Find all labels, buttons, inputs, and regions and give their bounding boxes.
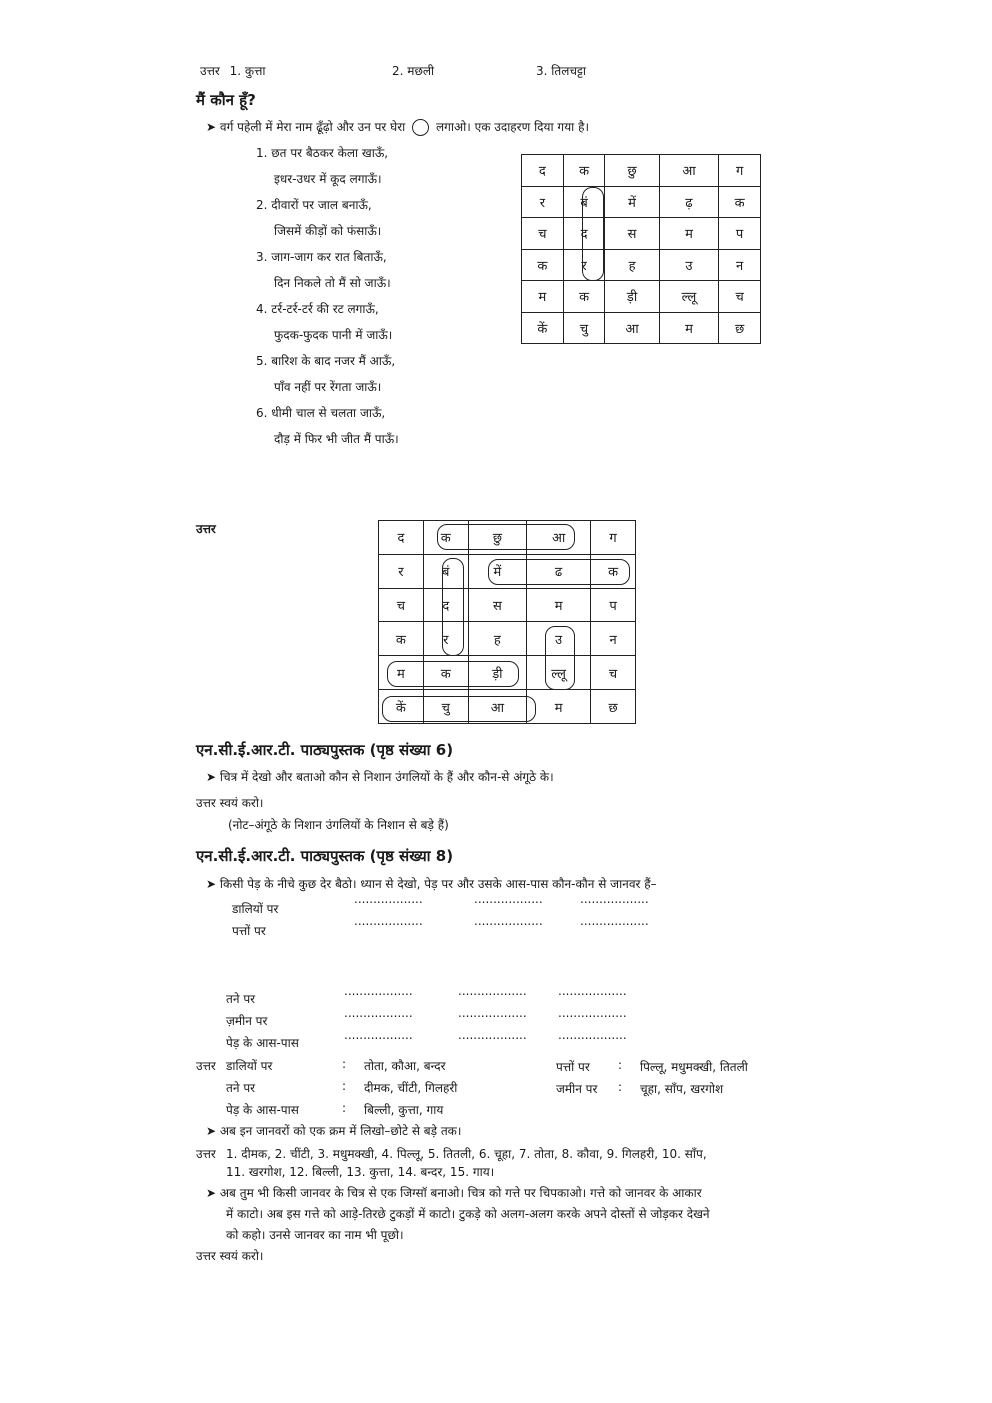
grid-cell: न: [719, 249, 761, 281]
riddle-line: जिसमें कीड़ों को फंसाऊँ।: [274, 224, 382, 238]
grid-cell: प: [719, 218, 761, 250]
grid-cell: च: [591, 656, 636, 690]
answer-3: 3. तिलचट्टा: [536, 64, 586, 78]
grid-cell: च: [719, 281, 761, 313]
grid-cell: ढ: [527, 554, 591, 588]
grid-cell: चु: [423, 690, 468, 724]
grid-cell: आ: [659, 155, 719, 187]
grid-cell: क: [379, 622, 424, 656]
colon: :: [342, 1079, 347, 1093]
colon: :: [618, 1080, 623, 1094]
colon: :: [342, 1101, 347, 1115]
grid-row: [379, 656, 636, 690]
question-page-8: ➤ किसी पेड़ के नीचे कुछ देर बैठो। ध्यान से देखो, पेड़ पर और उसके आस-पास कौन-कौन से जानवर हैं–: [206, 877, 657, 891]
heading-page-8: एन.सी.ई.आर.टी. पाठ्यपुस्तक (पृष्ठ संख्या 8): [196, 847, 454, 865]
riddle-line: 2. दीवारों पर जाल बनाऊँ,: [256, 198, 372, 212]
answer-page-6: उत्तर स्वयं करो।: [196, 796, 264, 810]
grid-cell: ढ़: [659, 186, 719, 218]
answer-zameen-label: जमीन पर: [556, 1082, 598, 1096]
fill-blank[interactable]: ..................: [344, 984, 413, 998]
note-page-6: (नोट–अंगूठे के निशान उंगलियों के निशान से बड़े हैं): [228, 818, 449, 832]
fill-row-label: पत्तों पर: [232, 924, 266, 938]
answer-tane-label: तने पर: [226, 1081, 256, 1095]
grid-cell: द: [379, 521, 424, 555]
grid-cell: प: [591, 588, 636, 622]
grid-cell: ल्लू: [659, 281, 719, 313]
grid-row: [522, 218, 761, 250]
answer-dali-value: तोता, कौआ, बन्दर: [364, 1059, 446, 1073]
grid-cell: क: [563, 281, 605, 313]
answer-3: उत्तर स्वयं करो।: [196, 1249, 264, 1263]
colon: :: [618, 1058, 623, 1072]
fill-row-label: ज़मीन पर: [226, 1014, 268, 1028]
answer-2: 2. मछली: [392, 64, 435, 78]
grid-cell: क: [423, 521, 468, 555]
question-3-line-1: ➤ अब तुम भी किसी जानवर के चित्र से एक जिग्सॉ बनाओ। चित्र को गत्ते पर चिपकाओ। गत्ते को जानवर के आकार: [206, 1186, 702, 1200]
grid-cell: क: [591, 554, 636, 588]
arrow-icon: ➤: [206, 1186, 217, 1200]
grid-cell: क: [423, 656, 468, 690]
grid-cell: र: [423, 622, 468, 656]
grid-cell: ग: [591, 521, 636, 555]
arrow-icon: ➤: [206, 120, 217, 134]
word-grid-answer: [378, 520, 636, 724]
fill-blank[interactable]: ..................: [580, 892, 649, 906]
riddle-title: मैं कौन हूँ?: [196, 91, 256, 109]
grid-row: [379, 588, 636, 622]
riddle-line: 4. टर्र-टर्र-टर्र की रट लगाऊँ,: [256, 302, 379, 316]
colon: :: [342, 1057, 347, 1071]
grid-row: [522, 155, 761, 187]
fill-blank[interactable]: ..................: [558, 1028, 627, 1042]
riddle-line: 1. छत पर बैठकर केला खाऊँ,: [256, 146, 389, 160]
fill-blank[interactable]: ..................: [354, 914, 423, 928]
grid-cell: र: [379, 554, 424, 588]
fill-blank[interactable]: ..................: [580, 914, 649, 928]
grid-row: [522, 281, 761, 313]
grid-row: [522, 186, 761, 218]
answer-aaspas-value: बिल्ली, कुत्ता, गाय: [364, 1103, 444, 1117]
arrow-icon: ➤: [206, 1124, 217, 1138]
fill-blank[interactable]: ..................: [558, 984, 627, 998]
answer-1: 1. कुत्ता: [229, 64, 266, 78]
grid-cell: म: [527, 690, 591, 724]
grid-cell: उ: [527, 622, 591, 656]
answer-dali-label: डालियों पर: [226, 1059, 273, 1073]
question-3-line-3: को कहो। उनसे जानवर का नाम भी पूछो।: [226, 1228, 404, 1242]
grid-cell: आ: [527, 521, 591, 555]
answer-label: उत्तर: [200, 64, 220, 78]
riddle-instruction: ➤ वर्ग पहेली में मेरा नाम ढूँढ़ो और उन पर घेरा लगाओ। एक उदाहरण दिया गया है।: [206, 120, 589, 134]
riddle-line: इधर-उधर में कूद लगाऊँ।: [274, 172, 382, 186]
grid-cell: आ: [605, 312, 659, 344]
grid-cell: स: [605, 218, 659, 250]
answer-aaspas-label: पेड़ के आस-पास: [226, 1103, 299, 1117]
grid-cell: म: [659, 312, 719, 344]
grid-cell: ड़ी: [605, 281, 659, 313]
grid-cell: चु: [563, 312, 605, 344]
grid-cell: में: [468, 554, 526, 588]
grid-row: [379, 554, 636, 588]
grid-cell: न: [591, 622, 636, 656]
grid-cell: द: [522, 155, 564, 187]
fill-blank[interactable]: ..................: [474, 892, 543, 906]
grid-cell: स: [468, 588, 526, 622]
question-3-line-2: में काटो। अब इस गत्ते को आड़े-तिरछे टुकड़ों में काटो। टुकड़े को अलग-अलग करके अपने दोस्तों से जोड़कर देखने: [226, 1207, 710, 1221]
answer-2-line-2: 11. खरगोश, 12. बिल्ली, 13. कुत्ता, 14. बन्दर, 15. गाय।: [226, 1165, 495, 1179]
grid-cell: ह: [605, 249, 659, 281]
top-answer-line: [200, 62, 266, 79]
grid-cell: कें: [379, 690, 424, 724]
circle-icon: [412, 119, 429, 136]
question-2: ➤ अब इन जानवरों को एक क्रम में लिखो–छोटे से बड़े तक।: [206, 1124, 462, 1138]
grid-cell: द: [563, 218, 605, 250]
answer-2-line-1: 1. दीमक, 2. चींटी, 3. मधुमक्खी, 4. पिल्लू, 5. तितली, 6. चूहा, 7. तोता, 8. कौवा, 9. गिलहरी, 10. साँप,: [226, 1147, 707, 1161]
grid-cell: द: [423, 588, 468, 622]
arrow-icon: ➤: [206, 770, 217, 784]
grid-row: [379, 690, 636, 724]
grid-row: [379, 622, 636, 656]
answer-patte-label: पत्तों पर: [556, 1060, 590, 1074]
riddle-line: 3. जाग-जाग कर रात बिताऊँ,: [256, 250, 387, 264]
fill-blank[interactable]: ..................: [458, 1028, 527, 1042]
grid-cell: र: [522, 186, 564, 218]
grid-cell: छ: [591, 690, 636, 724]
grid-cell: म: [379, 656, 424, 690]
fill-blank[interactable]: ..................: [344, 1006, 413, 1020]
grid-row: [379, 521, 636, 555]
grid-cell: ह: [468, 622, 526, 656]
grid-cell: बं: [423, 554, 468, 588]
answer-zameen-value: चूहा, साँप, खरगोश: [640, 1082, 724, 1096]
riddle-line: 6. धीमी चाल से चलता जाऊँ,: [256, 406, 386, 420]
fill-blank[interactable]: ..................: [474, 914, 543, 928]
fill-blank[interactable]: ..................: [458, 984, 527, 998]
answer-tane-value: दीमक, चींटी, गिलहरी: [364, 1081, 458, 1095]
riddle-line: दौड़ में फिर भी जीत मैं पाऊँ।: [274, 432, 399, 446]
grid-cell: क: [563, 155, 605, 187]
fill-row-label: डालियों पर: [232, 902, 279, 916]
grid-cell: क: [522, 249, 564, 281]
fill-blank[interactable]: ..................: [344, 1028, 413, 1042]
grid-cell: ल्लू: [527, 656, 591, 690]
grid-row: [522, 249, 761, 281]
grid-cell: छ: [719, 312, 761, 344]
grid-cell: बं: [563, 186, 605, 218]
fill-row-label: तने पर: [226, 992, 256, 1006]
fill-blank[interactable]: ..................: [558, 1006, 627, 1020]
answer-patte-value: पिल्लू, मधुमक्खी, तितली: [640, 1060, 748, 1074]
grid-cell: ग: [719, 155, 761, 187]
grid-cell: में: [605, 186, 659, 218]
question-page-6: ➤ चित्र में देखो और बताओ कौन से निशान उंगलियों के हैं और कौन-से अंगूठे के।: [206, 770, 554, 784]
fill-blank[interactable]: ..................: [458, 1006, 527, 1020]
grid-cell: च: [379, 588, 424, 622]
heading-page-6: एन.सी.ई.आर.टी. पाठ्यपुस्तक (पृष्ठ संख्या 6): [196, 741, 454, 759]
arrow-icon: ➤: [206, 877, 217, 891]
grid-cell: उ: [659, 249, 719, 281]
riddle-line: पाँव नहीं पर रेंगता जाऊँ।: [274, 380, 382, 394]
grid-cell: कें: [522, 312, 564, 344]
grid-cell: म: [527, 588, 591, 622]
grid-cell: आ: [468, 690, 526, 724]
word-grid-question: [521, 154, 761, 344]
fill-blank[interactable]: ..................: [354, 892, 423, 906]
answer-2-label: उत्तर: [196, 1147, 216, 1161]
riddle-line: दिन निकले तो मैं सो जाऊँ।: [274, 276, 391, 290]
grid-cell: म: [659, 218, 719, 250]
answers-label: उत्तर: [196, 1059, 216, 1073]
fill-row-label: पेड़ के आस-पास: [226, 1036, 299, 1050]
grid-answer-label: उत्तर: [196, 522, 216, 536]
riddle-line: फुदक-फुदक पानी में जाऊँ।: [274, 328, 393, 342]
grid-cell: र: [563, 249, 605, 281]
riddle-line: 5. बारिश के बाद नजर मैं आऊँ,: [256, 354, 396, 368]
grid-row: [522, 312, 761, 344]
grid-cell: छु: [468, 521, 526, 555]
grid-cell: ड़ी: [468, 656, 526, 690]
grid-cell: म: [522, 281, 564, 313]
grid-cell: छु: [605, 155, 659, 187]
grid-cell: क: [719, 186, 761, 218]
grid-cell: च: [522, 218, 564, 250]
